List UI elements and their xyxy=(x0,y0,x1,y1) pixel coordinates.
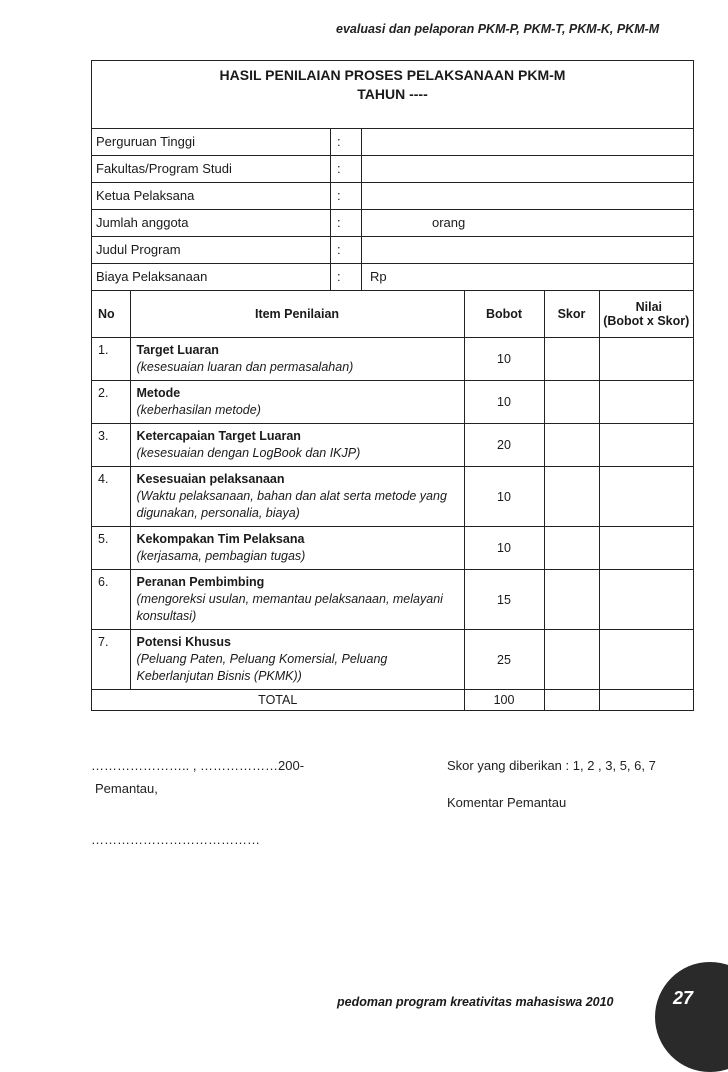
row-number: 7. xyxy=(92,630,130,690)
row-item xyxy=(130,381,464,424)
info-row xyxy=(92,210,693,237)
info-label: Perguruan Tinggi xyxy=(92,129,331,155)
info-row xyxy=(92,129,693,156)
info-value[interactable] xyxy=(362,183,693,209)
evaluation-form xyxy=(91,60,694,711)
row-item xyxy=(130,424,464,467)
row-number: 6. xyxy=(92,570,130,630)
komentar-label: Komentar Pemantau xyxy=(447,795,567,810)
table-row xyxy=(92,467,693,527)
row-nilai-cell[interactable] xyxy=(599,338,693,381)
row-bobot: 10 xyxy=(464,467,544,527)
item-description: (Peluang Paten, Peluang Komersial, Peluang Keberlanjutan Bisnis (PKMK)) xyxy=(136,652,388,683)
item-description: (kesesuaian dengan LogBook dan IKJP) xyxy=(136,446,361,460)
total-row xyxy=(92,690,693,711)
page-number-tab xyxy=(655,962,728,1072)
info-label: Fakultas/Program Studi xyxy=(92,156,331,182)
info-colon: : xyxy=(331,264,362,290)
row-bobot: 10 xyxy=(464,338,544,381)
row-skor-cell[interactable] xyxy=(544,381,599,424)
info-row xyxy=(92,183,693,210)
running-footer: pedoman program kreativitas mahasiswa 2010 xyxy=(337,995,614,1009)
info-row xyxy=(92,156,693,183)
table-row xyxy=(92,424,693,467)
signature-line: ………………………………… xyxy=(91,832,260,847)
row-bobot: 15 xyxy=(464,570,544,630)
info-colon: : xyxy=(331,210,362,236)
row-nilai-cell[interactable] xyxy=(599,424,693,467)
info-row xyxy=(92,237,693,264)
info-value[interactable] xyxy=(362,156,693,182)
table-header-row xyxy=(92,291,693,338)
row-skor-cell[interactable] xyxy=(544,467,599,527)
col-header-skor: Skor xyxy=(544,291,599,338)
item-name: Kekompakan Tim Pelaksana xyxy=(136,532,305,546)
table-row xyxy=(92,381,693,424)
col-header-nilai-line1: Nilai xyxy=(635,300,662,314)
col-header-item: Item Penilaian xyxy=(130,291,464,338)
total-label: TOTAL xyxy=(92,690,464,711)
item-name: Kesesuaian pelaksanaan xyxy=(136,472,285,486)
item-name: Metode xyxy=(136,386,181,400)
skor-info: Skor yang diberikan : 1, 2 , 3, 5, 6, 7 xyxy=(447,758,656,773)
item-description: (Waktu pelaksanaan, bahan dan alat serta metode yang digunakan, personalia, biaya) xyxy=(136,489,447,520)
running-header: evaluasi dan pelaporan PKM-P, PKM-T, PKM-K, PKM-M xyxy=(336,22,660,36)
row-number: 1. xyxy=(92,338,130,381)
form-title xyxy=(92,61,693,129)
total-nilai-cell[interactable] xyxy=(599,690,693,711)
row-bobot: 10 xyxy=(464,527,544,570)
info-label: Ketua Pelaksana xyxy=(92,183,331,209)
info-label: Jumlah anggota xyxy=(92,210,331,236)
item-name: Ketercapaian Target Luaran xyxy=(136,429,301,443)
row-number: 2. xyxy=(92,381,130,424)
col-header-no: No xyxy=(92,291,130,338)
item-name: Potensi Khusus xyxy=(136,635,231,649)
table-row xyxy=(92,338,693,381)
item-description: (mengoreksi usulan, memantau pelaksanaan, melayani konsultasi) xyxy=(136,592,443,623)
total-skor-cell[interactable] xyxy=(544,690,599,711)
item-name: Target Luaran xyxy=(136,343,219,357)
row-item xyxy=(130,338,464,381)
row-nilai-cell[interactable] xyxy=(599,381,693,424)
table-row xyxy=(92,570,693,630)
row-item xyxy=(130,570,464,630)
row-skor-cell[interactable] xyxy=(544,338,599,381)
page-number: 27 xyxy=(673,988,694,1008)
item-name: Peranan Pembimbing xyxy=(136,575,265,589)
row-nilai-cell[interactable] xyxy=(599,570,693,630)
form-title-line1: HASIL PENILAIAN PROSES PELAKSANAAN PKM-M xyxy=(219,67,566,83)
info-value[interactable] xyxy=(362,237,693,263)
row-skor-cell[interactable] xyxy=(544,424,599,467)
info-colon: : xyxy=(331,183,362,209)
row-nilai-cell[interactable] xyxy=(599,467,693,527)
pemantau-label: Pemantau, xyxy=(95,781,158,796)
item-description: (kerjasama, pembagian tugas) xyxy=(136,549,306,563)
col-header-nilai-line2: (Bobot x Skor) xyxy=(603,314,690,328)
row-skor-cell[interactable] xyxy=(544,527,599,570)
row-nilai-cell[interactable] xyxy=(599,527,693,570)
row-item xyxy=(130,527,464,570)
table-row xyxy=(92,630,693,690)
info-value[interactable]: orang xyxy=(432,215,466,230)
date-line: ………………….. , ………………200- xyxy=(91,758,305,773)
row-nilai-cell[interactable] xyxy=(599,630,693,690)
row-number: 4. xyxy=(92,467,130,527)
col-header-bobot: Bobot xyxy=(464,291,544,338)
form-title-line2: TAHUN ---- xyxy=(357,86,428,102)
info-value[interactable]: Rp xyxy=(370,269,387,284)
assessment-table xyxy=(92,291,693,710)
table-row xyxy=(92,527,693,570)
info-colon: : xyxy=(331,237,362,263)
info-label: Judul Program xyxy=(92,237,331,263)
row-number: 5. xyxy=(92,527,130,570)
info-row xyxy=(92,264,693,291)
row-bobot: 10 xyxy=(464,381,544,424)
info-label: Biaya Pelaksanaan xyxy=(92,264,331,290)
row-item xyxy=(130,467,464,527)
row-number: 3. xyxy=(92,424,130,467)
total-bobot: 100 xyxy=(464,690,544,711)
item-description: (kesesuaian luaran dan permasalahan) xyxy=(136,360,354,374)
row-skor-cell[interactable] xyxy=(544,570,599,630)
row-bobot: 25 xyxy=(464,630,544,690)
row-item xyxy=(130,630,464,690)
item-description: (keberhasilan metode) xyxy=(136,403,261,417)
info-colon: : xyxy=(331,129,362,155)
row-bobot: 20 xyxy=(464,424,544,467)
row-skor-cell[interactable] xyxy=(544,630,599,690)
info-colon: : xyxy=(331,156,362,182)
info-value[interactable] xyxy=(362,129,693,155)
col-header-nilai xyxy=(599,291,693,338)
